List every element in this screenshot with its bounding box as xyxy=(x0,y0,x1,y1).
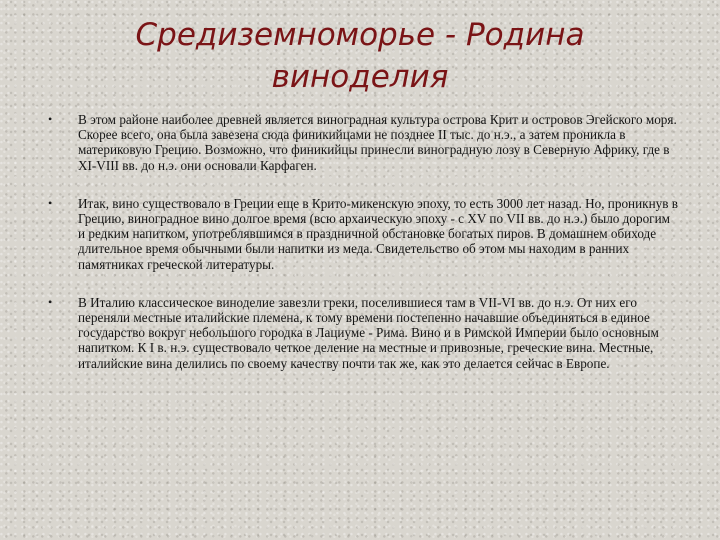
slide-title xyxy=(60,14,660,98)
bullet-list xyxy=(48,112,680,394)
title-line-1: Средиземноморье - Родина xyxy=(135,17,585,53)
title-line-2: виноделия xyxy=(271,59,449,95)
bullet-icon: • xyxy=(48,112,53,126)
list-item xyxy=(48,196,680,272)
bullet-icon: • xyxy=(48,294,53,309)
bullet-icon: • xyxy=(48,195,53,210)
list-item xyxy=(48,295,680,371)
paragraph-italy: В Италию классическое виноделие завезли греки, поселившиеся там в VII-VI вв. до н.э. От них его переняли местные италийские племена, к тому времени постепенно начавшие объединяться в единое государство вокруг небольшого городка в Лациуме - Рима. Вино и в Римской Империи было основным напитком. К I в. н.э. существовало четкое деление на местные и привозные, греческие вина. Местные, италийские вина делились по своему качеству почти так же, как это делается сейчас в Европе. xyxy=(78,294,659,371)
list-item xyxy=(48,112,680,173)
paragraph-greece: Итак, вино существовало в Греции еще в Крито-микенскую эпоху, то есть 3000 лет назад. Но, проникнув в Грецию, виноградное вино долгое время (всю архаическую эпоху - с XV по VII вв. до н.э.) было дорогим и редким напитком, употреблявшимся в праздничной обстановке богатых пиров. В домашнем обиходе длительное время обычными были напитки из меда. Свидетельство об этом мы находим в ранних памятниках греческой литературы. xyxy=(78,195,678,272)
paragraph-crete: В этом районе наиболее древней является виноградная культура острова Крит и островов Эгейского моря. Скорее всего, она была завезена сюда финикийцами не позднее II тыс. до н.э., а затем проникла в материковую Грецию. Возможно, что финикийцы принесли виноградную лозу в Северную Африку, где в XI-VIII вв. до н.э. они основали Карфаген. xyxy=(78,112,677,173)
